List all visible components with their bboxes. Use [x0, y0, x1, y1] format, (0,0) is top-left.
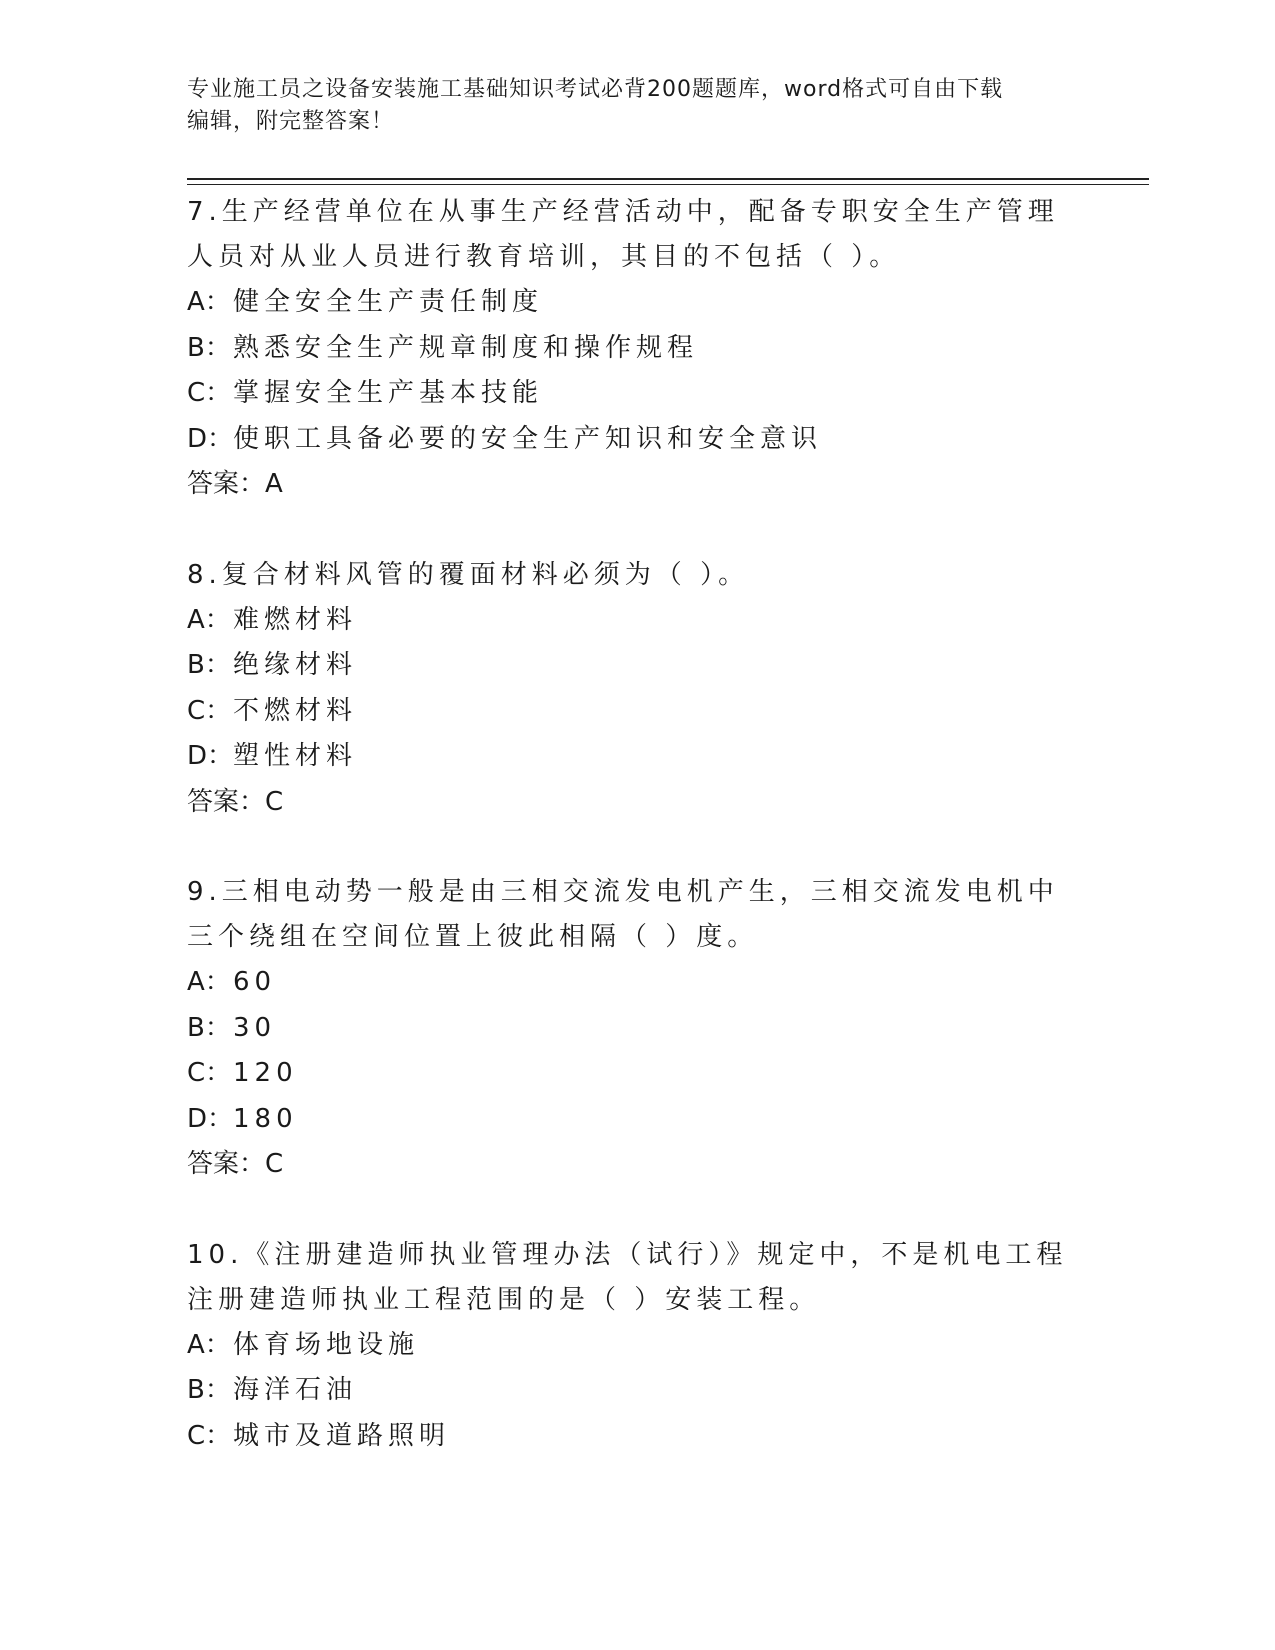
- option-letter: B：: [187, 1375, 231, 1405]
- option-item: [187, 1097, 1087, 1143]
- option-text: 绝缘材料: [233, 650, 358, 680]
- option-text: 体育场地设施: [233, 1329, 420, 1360]
- option-text: 不燃材料: [233, 695, 358, 726]
- option-item: [187, 598, 1087, 644]
- header-line-1: 专业施工员之设备安装施工基础知识考试必背200题题库，word格式可自由下载: [187, 77, 1004, 102]
- option-item: [187, 1051, 1087, 1097]
- option-item: [187, 1006, 1087, 1052]
- question-block: [187, 870, 1087, 1188]
- option-item: [187, 643, 1087, 689]
- option-item: [187, 1368, 1087, 1414]
- option-text: 掌握安全生产基本技能: [233, 378, 544, 408]
- answer-line: 答案：C: [187, 1149, 284, 1179]
- option-letter: C：: [187, 1420, 232, 1451]
- question-text: 7.生产经营单位在从事生产经营活动中，配备专职安全生产管理人员对从业人员进行教育培训，其目的不包括（ ）。: [187, 197, 1059, 272]
- question-block: [187, 553, 1087, 826]
- answer-line: 答案：C: [187, 786, 284, 817]
- option-letter: C：: [187, 378, 232, 408]
- option-text: 180: [233, 1103, 298, 1134]
- option-text: 健全安全生产责任制度: [233, 287, 544, 317]
- option-text: 30: [233, 1012, 277, 1043]
- option-text: 熟悉安全生产规章制度和操作规程: [233, 332, 699, 363]
- option-text: 海洋石油: [233, 1375, 358, 1405]
- option-text: 城市及道路照明: [233, 1420, 451, 1451]
- question-text: 8.复合材料风管的覆面材料必须为（ ）。: [187, 559, 750, 590]
- header-divider-thin: [187, 184, 1149, 185]
- question-list: [187, 190, 1087, 1504]
- option-letter: A：: [187, 604, 231, 635]
- option-letter: D：: [187, 423, 234, 454]
- option-letter: A：: [187, 287, 231, 317]
- option-letter: B：: [187, 650, 231, 680]
- option-letter: A：: [187, 1329, 231, 1360]
- option-text: 60: [233, 967, 277, 997]
- option-text: 使职工具备必要的安全生产知识和安全意识: [233, 423, 823, 454]
- option-item: [187, 417, 1087, 463]
- header-line-2: 编辑，附完整答案！: [187, 109, 395, 134]
- option-text: 塑性材料: [233, 741, 358, 771]
- option-item: [187, 960, 1087, 1006]
- question-text: 9.三相电动势一般是由三相交流发电机产生，三相交流发电机中三个绕组在空间位置上彼此相隔（ ）度。: [187, 877, 1059, 952]
- option-item: [187, 371, 1087, 417]
- option-letter: B：: [187, 332, 231, 363]
- option-item: [187, 689, 1087, 735]
- option-letter: D：: [187, 1103, 234, 1134]
- option-letter: D：: [187, 741, 234, 771]
- option-letter: A：: [187, 967, 231, 997]
- header-divider-thick: [187, 178, 1149, 180]
- question-block: [187, 190, 1087, 508]
- option-item: [187, 1323, 1087, 1369]
- option-letter: B：: [187, 1012, 231, 1043]
- option-item: [187, 1414, 1087, 1460]
- option-item: [187, 326, 1087, 372]
- option-item: [187, 280, 1087, 326]
- option-letter: C：: [187, 1058, 232, 1088]
- question-text: 10.《注册建造师执业管理办法（试行）》规定中，不是机电工程注册建造师执业工程范围的是（ ）安装工程。: [187, 1239, 1068, 1315]
- option-item: [187, 734, 1087, 780]
- option-text: 难燃材料: [233, 604, 358, 635]
- question-block: [187, 1233, 1087, 1460]
- option-letter: C：: [187, 695, 232, 726]
- document-header: [187, 74, 1067, 138]
- answer-line: 答案：A: [187, 469, 283, 499]
- option-text: 120: [233, 1058, 298, 1088]
